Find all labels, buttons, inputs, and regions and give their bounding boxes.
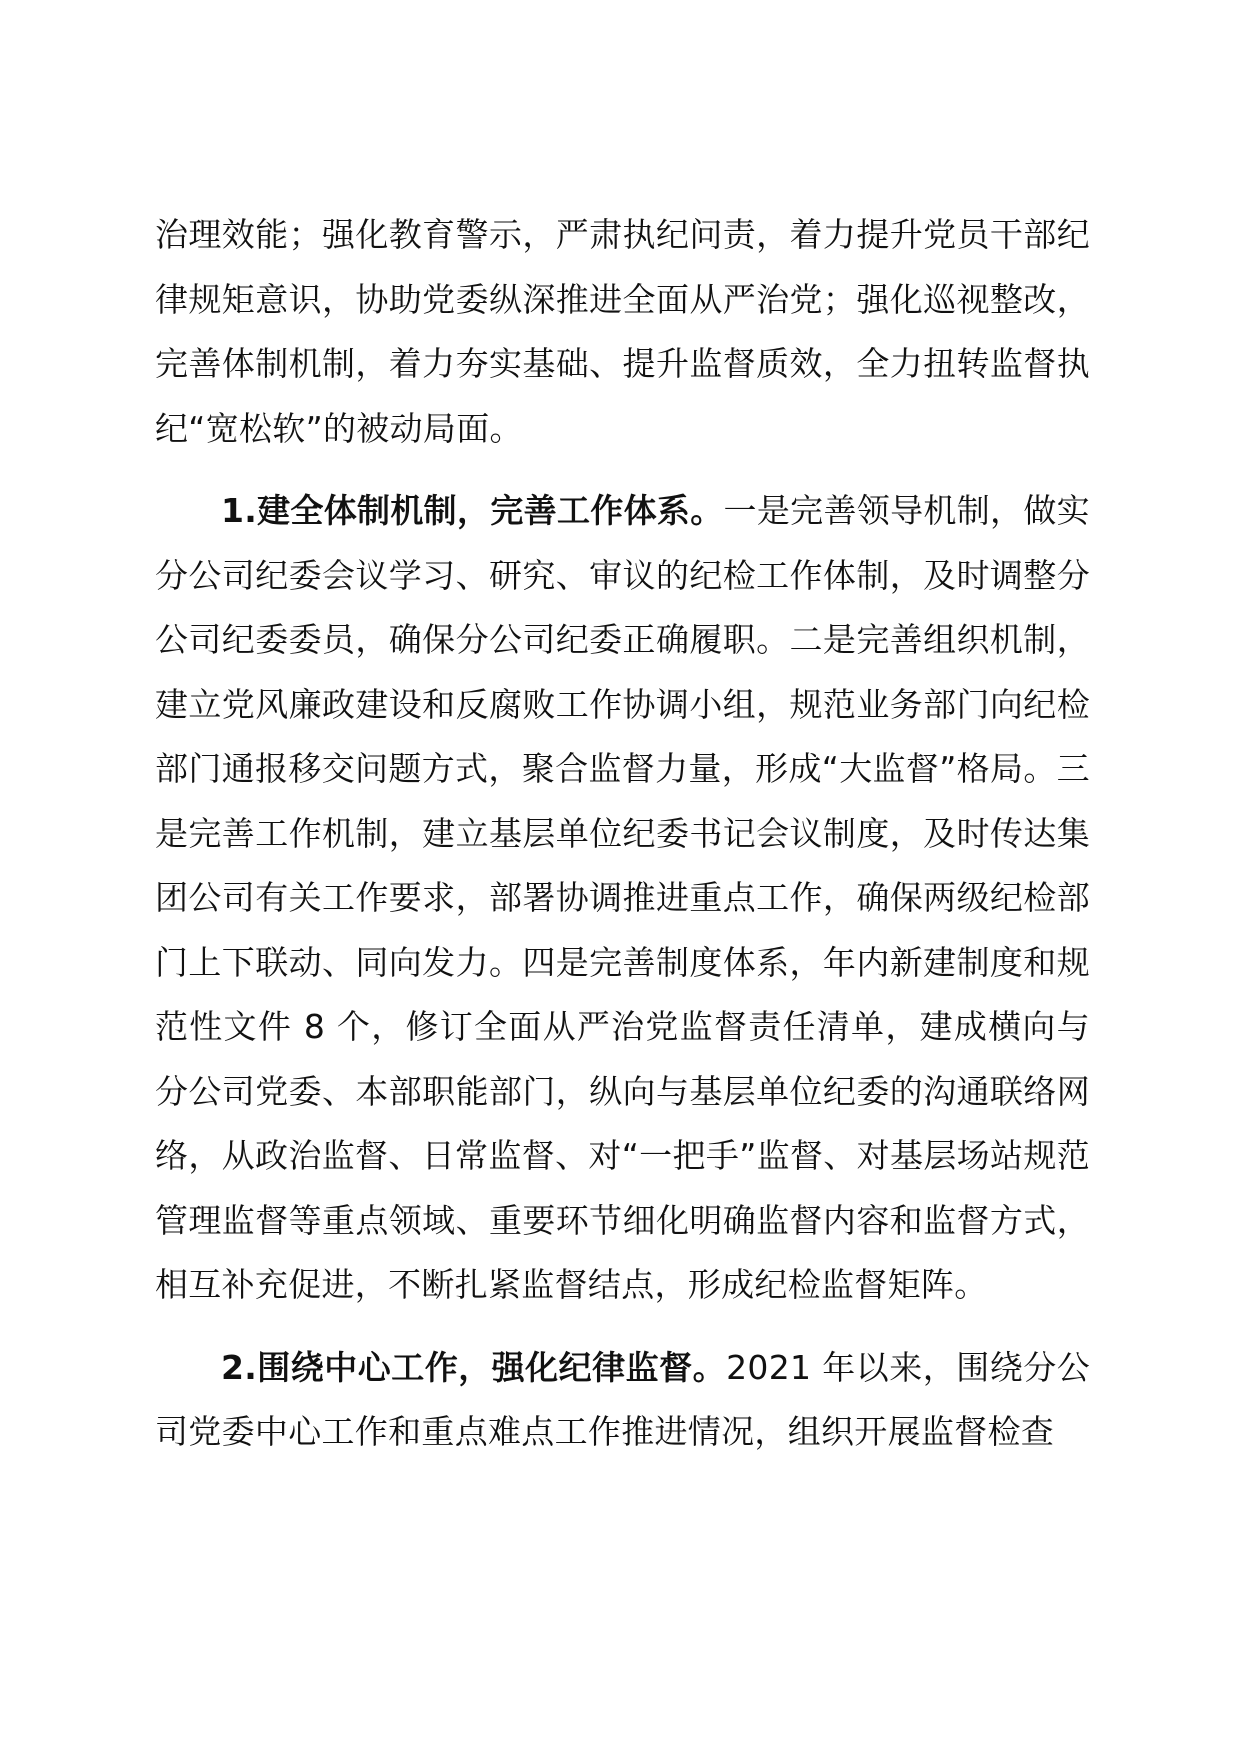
paragraph-text: 治理效能；强化教育警示，严肃执纪问责，着力提升党员干部纪律规矩意识，协助党委纵深推进全面从严治党；强化巡视整改，完善体制机制，着力夯实基础、提升监督质效，全力扭转监督执纪“宽松软”的被动局面。 (155, 215, 1090, 448)
paragraph-text: 一是完善领导机制，做实分公司纪委会议学习、研究、审议的纪检工作体制，及时调整分公司纪委委员，确保分公司纪委正确履职。二是完善组织机制，建立党风廉政建设和反腐败工作协调小组，规范业务部门向纪检部门通报移交问题方式，聚合监督力量，形成“大监督”格局。三是完善工作机制，建立基层单位纪委书记会议制度，及时传达集团公司有关工作要求，部署协调推进重点工作，确保两级纪检部门上下联动、同向发力。四是完善制度体系，年内新建制度和规范性文件 8 个，修订全面从严治党监督责任清单，建成横向与分公司党委、本部职能部门，纵向与基层单位纪委的沟通联络网络，从政治监督、日常监督、对“一把手”监督、对基层场站规范管理监督等重点领域、重要环节细化明确监督内容和监督方式，相互补充促进，不断扎紧监督结点，形成纪检监督矩阵。 (155, 491, 1090, 1304)
document-body (155, 203, 1090, 1465)
paragraph-text: 2021 年以来，围绕分公司党委中心工作和重点难点工作推进情况，组织开展监督检查 (155, 1347, 1090, 1451)
paragraph-section-2 (155, 1336, 1090, 1465)
section-heading: 1.建全体制机制，完善工作体系。 (221, 491, 724, 530)
paragraph-continuation (155, 203, 1090, 461)
section-heading: 2.围绕中心工作，强化纪律监督。 (221, 1347, 727, 1387)
paragraph-section-1 (155, 479, 1090, 1318)
